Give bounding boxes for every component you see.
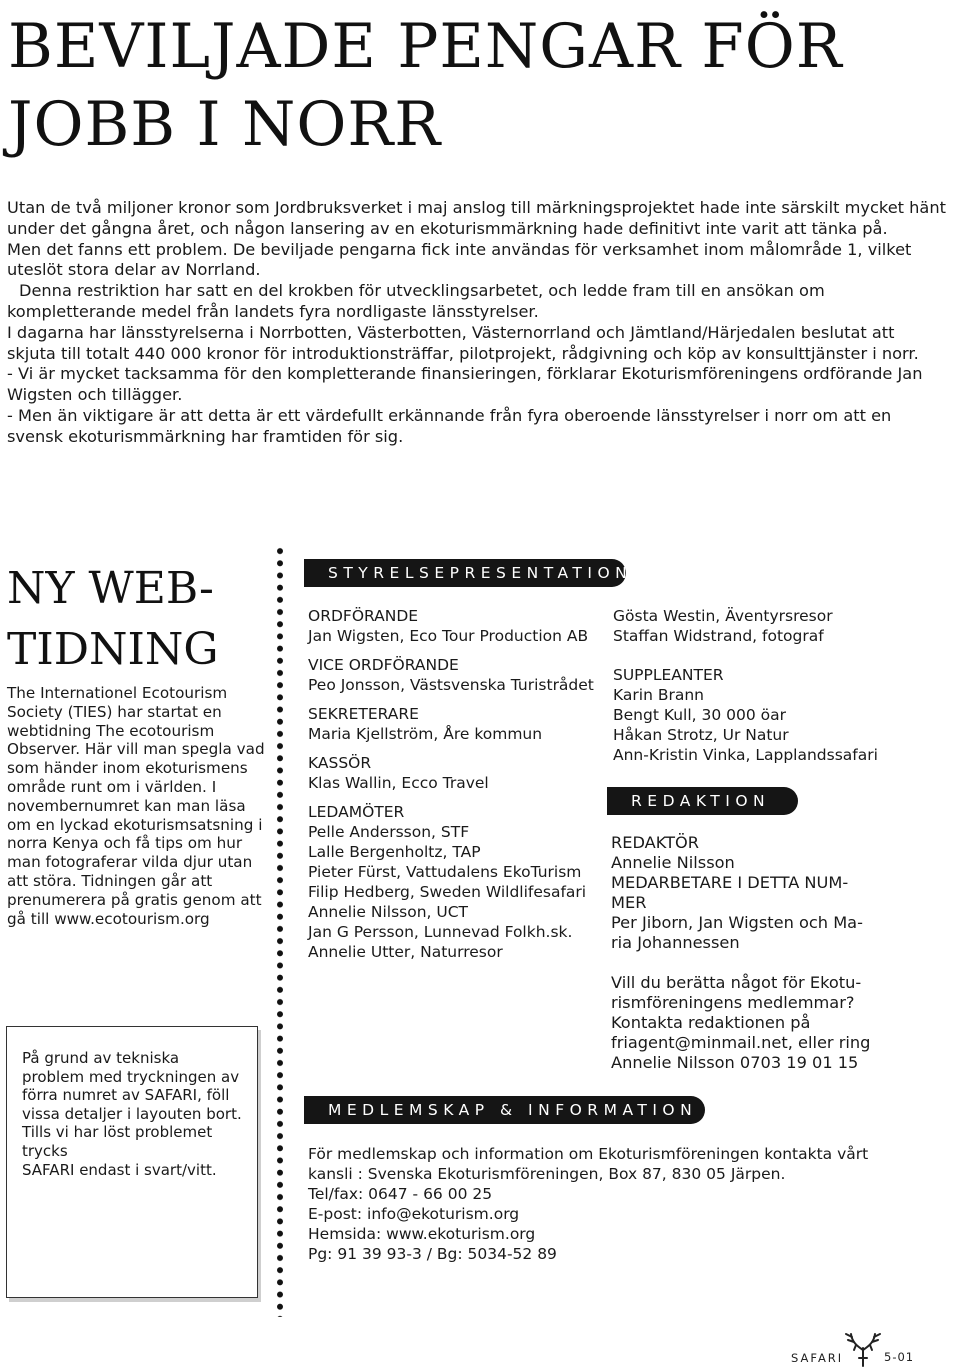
article-paragraph: I dagarna har länsstyrelserna i Norrbotten, Västerbotten, Västernorrland och Jämtland/Härjedalen beslutat att skjuta till totalt 440 000 kronor för introduktionsträffar, pilotprojekt, rådgivning och köp av konsulttjänster i norr. — [7, 322, 919, 363]
person-name: Karin Brann — [613, 686, 704, 704]
redaktion-list — [611, 833, 901, 953]
person-name: Ann-Kristin Vinka, Lapplandssafari — [613, 746, 878, 764]
role-label: MER — [611, 893, 647, 912]
role-label: SEKRETERARE — [308, 705, 419, 723]
board-group-ledamoter — [308, 802, 608, 962]
person-name: Bengt Kull, 30 000 öar — [613, 706, 787, 724]
webtidning-text: The Internationel Ecotourism Society (TIES) har startat en webtidning The ecotourism Observer. Här vill man spegla vad som händer inom ekoturismens område runt om i världen. I novembernumret kan man läsa om en lyckad ekoturismsatsning i norra Kenya och få tips om hur man fotograferar vilda djur utan att störa. Tidningen går att prenumerera på gratis genom att gå till www.ecotourism.org — [7, 684, 265, 928]
notice-text-last: SAFARI endast i svart/vitt. — [22, 1160, 217, 1179]
role-label: LEDAMÖTER — [308, 803, 405, 821]
board-group-suppleanter — [613, 665, 913, 765]
notice-text — [22, 1049, 244, 1179]
webtidning-heading — [7, 558, 267, 680]
article-paragraph: Men det fanns ett problem. De beviljade pengarna fick inte användas för verksamhet inom målområde 1, vilket uteslöt stora delar av Norrland. — [7, 239, 912, 280]
board-group-ordforande — [308, 606, 608, 646]
board-list-left — [308, 606, 608, 971]
medlemskap-banner: MEDLEMSKAP & INFORMATION — [304, 1096, 705, 1124]
role-label: REDAKTÖR — [611, 833, 699, 852]
role-label: ORDFÖRANDE — [308, 607, 419, 625]
info-phone: Tel/fax: 0647 - 66 00 25 — [308, 1185, 493, 1203]
person-name: Filip Hedberg, Sweden Wildlifesafari — [308, 883, 587, 901]
notice-box — [6, 1026, 258, 1298]
person-name: ria Johannessen — [611, 933, 740, 952]
person-name: Pelle Andersson, STF — [308, 823, 470, 841]
medlemskap-info — [308, 1144, 948, 1264]
headline-line-1: BEVILJADE PENGAR FÖR — [8, 11, 843, 82]
headline-line-2: JOBB I NORR — [8, 89, 442, 160]
article-paragraph: Utan de två miljoner kronor som Jordbruksverket i maj anslog till märkningsprojektet hade inte särskilt mycket hänt under det gångna året, och någon lansering av en ekoturismmärkning hade definitivt inte varit att tänka på. — [7, 198, 946, 238]
dotted-divider — [274, 545, 286, 1317]
redaktion-contact — [611, 973, 901, 1073]
info-email: E-post: info@ekoturism.org — [308, 1205, 520, 1223]
board-list-right — [613, 606, 913, 774]
article-paragraph: - Men än viktigare är att detta är ett värdefullt erkännande från fyra oberoende länsstyrelser i norr om att en svensk ekoturismmärkning har framtiden för sig. — [7, 405, 892, 446]
role-label: KASSÖR — [308, 754, 372, 772]
article-headline — [8, 8, 948, 164]
contact-email: friagent@minmail.net, eller ring — [611, 1033, 871, 1052]
webtidning-heading-line-1: NY WEB- — [7, 563, 214, 614]
person-name: Maria Kjellström, Åre kommun — [308, 725, 543, 743]
contact-phone: Annelie Nilsson 0703 19 01 15 — [611, 1053, 859, 1072]
person-name: Lalle Bergenholtz, TAP — [308, 843, 481, 861]
redaktion-banner: REDAKTION — [607, 787, 798, 815]
person-name: Annelie Nilsson — [611, 853, 735, 872]
person-name: Jan Wigsten, Eco Tour Production AB — [308, 627, 589, 645]
contact-line: Vill du berätta något för Ekotu- — [611, 973, 862, 992]
deer-antler-icon — [842, 1328, 884, 1368]
notice-text-main: På grund av tekniska problem med tryckningen av förra numret av SAFARI, föll vissa detaljer i layouten bort. Tills vi har löst problemet trycks — [22, 1049, 242, 1160]
person-name: Peo Jonsson, Västsvenska Turistrådet — [308, 676, 594, 694]
info-line: kansli : Svenska Ekoturismföreningen, Box 87, 830 05 Järpen. — [308, 1165, 786, 1183]
person-name: Staffan Widstrand, fotograf — [613, 627, 824, 645]
contact-line: Kontakta redaktionen på — [611, 1013, 811, 1032]
info-giro: Pg: 91 39 93-3 / Bg: 5034-52 89 — [308, 1245, 557, 1263]
info-website: Hemsida: www.ekoturism.org — [308, 1225, 536, 1243]
styrelse-banner: STYRELSEPRESENTATION — [304, 559, 626, 587]
person-name: Pieter Fürst, Vattudalens EkoTurism — [308, 863, 582, 881]
article-paragraph: Denna restriktion har satt en del krokben för utvecklingsarbetet, och ledde fram till en ansökan om kompletterande medel från landets fyra nordligaste länsstyrelser. — [7, 281, 825, 321]
person-name: Klas Wallin, Ecco Travel — [308, 774, 489, 792]
article-body — [7, 198, 947, 448]
role-label: VICE ORDFÖRANDE — [308, 656, 459, 674]
article-paragraph: - Vi är mycket tacksamma för den kompletterande finansieringen, förklarar Ekoturismföreningens ordförande Jan Wigsten och tillägger. — [7, 364, 923, 405]
role-label: MEDARBETARE I DETTA NUM- — [611, 873, 849, 892]
footer-brand: SAFARI — [791, 1351, 844, 1365]
info-line: För medlemskap och information om Ekoturismföreningen kontakta vårt — [308, 1145, 869, 1163]
board-group-kassor — [308, 753, 608, 793]
contact-line: rismföreningens medlemmar? — [611, 993, 855, 1012]
person-name: Håkan Strotz, Ur Natur — [613, 726, 789, 744]
board-group-sekreterare — [308, 704, 608, 744]
page-number: 5-01 — [884, 1350, 915, 1364]
board-group-vice — [308, 655, 608, 695]
person-name: Annelie Utter, Naturresor — [308, 943, 503, 961]
webtidning-heading-line-2: TIDNING — [7, 624, 219, 675]
board-group-ledamoter-cont — [613, 606, 913, 646]
person-name: Jan G Persson, Lunnevad Folkh.sk. — [308, 923, 573, 941]
person-name: Annelie Nilsson, UCT — [308, 903, 469, 921]
person-name: Gösta Westin, Äventyrsresor — [613, 607, 833, 625]
role-label: SUPPLEANTER — [613, 666, 724, 684]
person-name: Per Jiborn, Jan Wigsten och Ma- — [611, 913, 863, 932]
